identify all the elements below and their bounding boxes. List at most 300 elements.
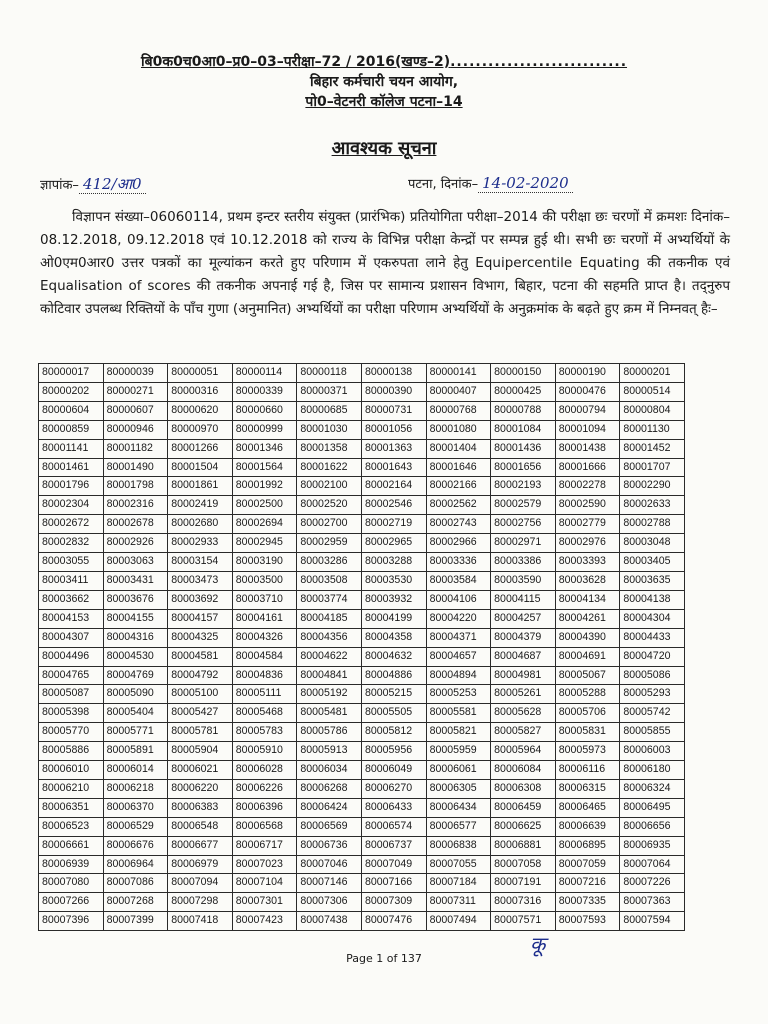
roll-number-cell: 80003190 <box>232 553 297 572</box>
roll-number-cell: 80006351 <box>39 798 104 817</box>
table-row <box>39 401 685 420</box>
letter-reference-line <box>0 52 768 72</box>
roll-number-cell: 80003336 <box>426 553 491 572</box>
roll-number-cell: 80005628 <box>491 704 556 723</box>
roll-number-cell: 80006677 <box>168 836 233 855</box>
roll-number-cell: 80005505 <box>361 704 426 723</box>
roll-number-cell: 80005261 <box>491 685 556 704</box>
roll-number-cell: 80002945 <box>232 534 297 553</box>
roll-number-cell: 80004836 <box>232 666 297 685</box>
roll-number-cell: 80004720 <box>620 647 685 666</box>
roll-number-cell: 80004981 <box>491 666 556 685</box>
roll-number-cell: 80000768 <box>426 401 491 420</box>
roll-number-cell: 80004257 <box>491 609 556 628</box>
roll-number-cell: 80002562 <box>426 496 491 515</box>
roll-number-cell: 80004581 <box>168 647 233 666</box>
table-row <box>39 798 685 817</box>
roll-number-cell: 80006061 <box>426 761 491 780</box>
roll-number-cell: 80000017 <box>39 364 104 383</box>
roll-number-cell: 80006569 <box>297 817 362 836</box>
roll-number-cell: 80001461 <box>39 458 104 477</box>
table-row <box>39 779 685 798</box>
roll-number-cell: 80002316 <box>103 496 168 515</box>
roll-number-cell: 80002304 <box>39 496 104 515</box>
roll-number-cell: 80004325 <box>168 628 233 647</box>
roll-number-cell: 80006308 <box>491 779 556 798</box>
roll-number-cell: 80002680 <box>168 515 233 534</box>
roll-number-cell: 80000660 <box>232 401 297 420</box>
notice-body <box>40 206 730 321</box>
roll-number-cell: 80004530 <box>103 647 168 666</box>
roll-number-cell: 80003386 <box>491 553 556 572</box>
roll-number-cell: 80001452 <box>620 439 685 458</box>
roll-number-cell: 80006021 <box>168 761 233 780</box>
roll-number-cell: 80004379 <box>491 628 556 647</box>
roll-number-cell: 80004356 <box>297 628 362 647</box>
table-row <box>39 836 685 855</box>
roll-number-cell: 80003063 <box>103 553 168 572</box>
roll-number-cell: 80007399 <box>103 912 168 931</box>
roll-number-cell: 80006010 <box>39 761 104 780</box>
roll-number-cell: 80007055 <box>426 855 491 874</box>
roll-number-cell: 80000607 <box>103 401 168 420</box>
roll-number-cell: 80002743 <box>426 515 491 534</box>
roll-number-cell: 80007086 <box>103 874 168 893</box>
roll-number-cell: 80005973 <box>555 742 620 761</box>
roll-number-cell: 80006529 <box>103 817 168 836</box>
roll-number-cell: 80000316 <box>168 382 233 401</box>
roll-number-cell: 80000150 <box>491 364 556 383</box>
roll-number-cell: 80004157 <box>168 609 233 628</box>
table-row <box>39 496 685 515</box>
roll-number-cell: 80003508 <box>297 571 362 590</box>
roll-number-cell: 80007191 <box>491 874 556 893</box>
roll-number-cell: 80005706 <box>555 704 620 723</box>
roll-number-cell: 80000141 <box>426 364 491 383</box>
roll-number-cell: 80007268 <box>103 893 168 912</box>
roll-number-cell: 80006226 <box>232 779 297 798</box>
roll-number-cell: 80001504 <box>168 458 233 477</box>
roll-number-cell: 80000794 <box>555 401 620 420</box>
roll-number-cell: 80004153 <box>39 609 104 628</box>
roll-number-cell: 80004161 <box>232 609 297 628</box>
table-row <box>39 553 685 572</box>
roll-number-cell: 80000407 <box>426 382 491 401</box>
roll-number-cell: 80005786 <box>297 723 362 742</box>
roll-number-cell: 80005891 <box>103 742 168 761</box>
roll-number-cell: 80003774 <box>297 590 362 609</box>
roll-number-cell: 80006838 <box>426 836 491 855</box>
roll-number-cell: 80004115 <box>491 590 556 609</box>
date-handwritten: 14-02-2020 <box>478 174 572 193</box>
roll-number-cell: 80001707 <box>620 458 685 477</box>
roll-number-cell: 80004584 <box>232 647 297 666</box>
roll-number-cell: 80000804 <box>620 401 685 420</box>
roll-number-cell: 80002500 <box>232 496 297 515</box>
roll-number-cell: 80005288 <box>555 685 620 704</box>
roll-number-cell: 80005100 <box>168 685 233 704</box>
roll-number-cell: 80006625 <box>491 817 556 836</box>
roll-number-cell: 80003154 <box>168 553 233 572</box>
roll-number-cell: 80006003 <box>620 742 685 761</box>
roll-number-cell: 80001564 <box>232 458 297 477</box>
roll-number-cell: 80007311 <box>426 893 491 912</box>
roll-number-cell: 80005831 <box>555 723 620 742</box>
letter-reference-text: बि0क0च0आ0–प्र0–03–परीक्षा–72 / 2016(खण्ड–2) <box>140 54 451 70</box>
table-row <box>39 609 685 628</box>
roll-number-cell: 80006656 <box>620 817 685 836</box>
memo-number-handwritten: 412/आ0 <box>79 175 146 194</box>
roll-number-cell: 80006028 <box>232 761 297 780</box>
roll-number-cell: 80002971 <box>491 534 556 553</box>
roll-number-cell: 80002579 <box>491 496 556 515</box>
roll-number-cell: 80004841 <box>297 666 362 685</box>
roll-number-cell: 80006574 <box>361 817 426 836</box>
roll-number-cell: 80007438 <box>297 912 362 931</box>
roll-number-cell: 80006895 <box>555 836 620 855</box>
roll-number-cell: 80004886 <box>361 666 426 685</box>
roll-number-cell: 80003500 <box>232 571 297 590</box>
roll-number-cell: 80005111 <box>232 685 297 704</box>
roll-number-cell: 80005398 <box>39 704 104 723</box>
roll-number-cell: 80002788 <box>620 515 685 534</box>
roll-number-cell: 80005783 <box>232 723 297 742</box>
roll-number-cell: 80005771 <box>103 723 168 742</box>
roll-number-cell: 80007023 <box>232 855 297 874</box>
roll-number-cell: 80001266 <box>168 439 233 458</box>
roll-number-cell: 80005827 <box>491 723 556 742</box>
notice-title: आवश्यक सूचना <box>331 138 437 159</box>
roll-number-cell: 80001656 <box>491 458 556 477</box>
roll-number-cell: 80002633 <box>620 496 685 515</box>
roll-number-cell: 80005964 <box>491 742 556 761</box>
roll-number-cell: 80007059 <box>555 855 620 874</box>
roll-number-cell: 80001056 <box>361 420 426 439</box>
roll-number-cell: 80004185 <box>297 609 362 628</box>
roll-number-cell: 80007301 <box>232 893 297 912</box>
roll-number-cell: 80006736 <box>297 836 362 855</box>
table-row <box>39 893 685 912</box>
roll-number-cell: 80006935 <box>620 836 685 855</box>
roll-number-cell: 80007184 <box>426 874 491 893</box>
roll-number-cell: 80005855 <box>620 723 685 742</box>
roll-number-cell: 80001646 <box>426 458 491 477</box>
roll-number-cell: 80007046 <box>297 855 362 874</box>
roll-number-cell: 80003692 <box>168 590 233 609</box>
roll-number-cell: 80003710 <box>232 590 297 609</box>
table-row <box>39 571 685 590</box>
roll-number-cell: 80007423 <box>232 912 297 931</box>
table-row <box>39 420 685 439</box>
roll-number-cell: 80001080 <box>426 420 491 439</box>
roll-number-cell: 80003932 <box>361 590 426 609</box>
roll-number-cell: 80004106 <box>426 590 491 609</box>
roll-number-cell: 80004433 <box>620 628 685 647</box>
roll-number-cell: 80005427 <box>168 704 233 723</box>
roll-number-cell: 80000788 <box>491 401 556 420</box>
roll-number-cell: 80007316 <box>491 893 556 912</box>
roll-number-cell: 80001084 <box>491 420 556 439</box>
roll-number-cell: 80003584 <box>426 571 491 590</box>
roll-number-cell: 80000425 <box>491 382 556 401</box>
roll-number-cell: 80002832 <box>39 534 104 553</box>
roll-number-cell: 80004138 <box>620 590 685 609</box>
reference-dots: ............................ <box>450 54 628 70</box>
table-row <box>39 515 685 534</box>
roll-number-cell: 80004687 <box>491 647 556 666</box>
roll-number-cell: 80002290 <box>620 477 685 496</box>
roll-number-cell: 80006568 <box>232 817 297 836</box>
roll-number-cell: 80000390 <box>361 382 426 401</box>
roll-number-cell: 80004691 <box>555 647 620 666</box>
roll-number-cell: 80005959 <box>426 742 491 761</box>
roll-number-cell: 80006180 <box>620 761 685 780</box>
roll-number-cell: 80007146 <box>297 874 362 893</box>
roll-number-cell: 80006034 <box>297 761 362 780</box>
roll-number-cell: 80000685 <box>297 401 362 420</box>
roll-number-cell: 80002966 <box>426 534 491 553</box>
roll-number-cell: 80004496 <box>39 647 104 666</box>
roll-number-cell: 80005581 <box>426 704 491 723</box>
table-row <box>39 704 685 723</box>
roll-number-cell: 80004316 <box>103 628 168 647</box>
roll-number-table-body <box>39 364 685 931</box>
roll-number-cell: 80003048 <box>620 534 685 553</box>
roll-number-cell: 80007476 <box>361 912 426 931</box>
roll-number-cell: 80006661 <box>39 836 104 855</box>
roll-number-cell: 80003393 <box>555 553 620 572</box>
roll-number-cell: 80007335 <box>555 893 620 912</box>
roll-number-cell: 80002672 <box>39 515 104 534</box>
roll-number-cell: 80000190 <box>555 364 620 383</box>
roll-number-cell: 80003286 <box>297 553 362 572</box>
roll-number-cell: 80007058 <box>491 855 556 874</box>
table-row <box>39 534 685 553</box>
roll-number-cell: 80006324 <box>620 779 685 798</box>
roll-number-cell: 80007309 <box>361 893 426 912</box>
roll-number-cell: 80005821 <box>426 723 491 742</box>
roll-number-cell: 80004371 <box>426 628 491 647</box>
roll-number-cell: 80005086 <box>620 666 685 685</box>
roll-number-cell: 80003530 <box>361 571 426 590</box>
roll-number-cell: 80001346 <box>232 439 297 458</box>
table-row <box>39 439 685 458</box>
roll-number-cell: 80007104 <box>232 874 297 893</box>
roll-number-cell: 80000620 <box>168 401 233 420</box>
roll-number-cell: 80006717 <box>232 836 297 855</box>
roll-number-cell: 80000946 <box>103 420 168 439</box>
roll-number-cell: 80004657 <box>426 647 491 666</box>
roll-number-cell: 80005956 <box>361 742 426 761</box>
roll-number-cell: 80006548 <box>168 817 233 836</box>
roll-number-cell: 80001436 <box>491 439 556 458</box>
roll-number-cell: 80007363 <box>620 893 685 912</box>
roll-number-cell: 80005404 <box>103 704 168 723</box>
roll-number-cell: 80003405 <box>620 553 685 572</box>
roll-number-cell: 80001643 <box>361 458 426 477</box>
roll-number-cell: 80005770 <box>39 723 104 742</box>
roll-number-cell: 80006370 <box>103 798 168 817</box>
roll-number-cell: 80007571 <box>491 912 556 931</box>
roll-number-cell: 80002193 <box>491 477 556 496</box>
roll-number-cell: 80002926 <box>103 534 168 553</box>
table-row <box>39 364 685 383</box>
document-header <box>0 52 768 112</box>
roll-number-cell: 80006939 <box>39 855 104 874</box>
roll-number-cell: 80002419 <box>168 496 233 515</box>
roll-number-cell: 80006465 <box>555 798 620 817</box>
table-row <box>39 628 685 647</box>
roll-number-cell: 80006305 <box>426 779 491 798</box>
page-footer <box>0 952 768 965</box>
table-row <box>39 855 685 874</box>
roll-number-cell: 80005067 <box>555 666 620 685</box>
roll-number-cell: 80001358 <box>297 439 362 458</box>
roll-number-cell: 80001992 <box>232 477 297 496</box>
table-row <box>39 742 685 761</box>
roll-number-cell: 80005087 <box>39 685 104 704</box>
roll-number-cell: 80002546 <box>361 496 426 515</box>
roll-number-cell: 80002278 <box>555 477 620 496</box>
roll-number-cell: 80006424 <box>297 798 362 817</box>
roll-number-cell: 80000999 <box>232 420 297 439</box>
roll-number-cell: 80002719 <box>361 515 426 534</box>
roll-number-cell: 80005886 <box>39 742 104 761</box>
roll-number-cell: 80001182 <box>103 439 168 458</box>
roll-number-cell: 80002965 <box>361 534 426 553</box>
roll-number-cell: 80004220 <box>426 609 491 628</box>
roll-number-cell: 80004632 <box>361 647 426 666</box>
roll-number-cell: 80000114 <box>232 364 297 383</box>
roll-number-cell: 80006396 <box>232 798 297 817</box>
table-row <box>39 761 685 780</box>
roll-number-cell: 80005913 <box>297 742 362 761</box>
roll-number-cell: 80007064 <box>620 855 685 874</box>
roll-number-cell: 80003628 <box>555 571 620 590</box>
roll-number-cell: 80006577 <box>426 817 491 836</box>
roll-number-cell: 80007266 <box>39 893 104 912</box>
roll-number-cell: 80006270 <box>361 779 426 798</box>
roll-number-cell: 80006881 <box>491 836 556 855</box>
roll-number-cell: 80002700 <box>297 515 362 534</box>
table-row <box>39 912 685 931</box>
roll-number-cell: 80003473 <box>168 571 233 590</box>
roll-number-cell: 80006218 <box>103 779 168 798</box>
roll-number-cell: 80005253 <box>426 685 491 704</box>
roll-number-cell: 80001130 <box>620 420 685 439</box>
roll-number-cell: 80004134 <box>555 590 620 609</box>
roll-number-cell: 80005090 <box>103 685 168 704</box>
commission-name: बिहार कर्मचारी चयन आयोग, <box>309 74 459 90</box>
roll-number-cell: 80004358 <box>361 628 426 647</box>
roll-number-cell: 80004792 <box>168 666 233 685</box>
roll-number-cell: 80002166 <box>426 477 491 496</box>
roll-number-cell: 80006049 <box>361 761 426 780</box>
roll-number-cell: 80000339 <box>232 382 297 401</box>
roll-number-cell: 80001141 <box>39 439 104 458</box>
roll-number-cell: 80003055 <box>39 553 104 572</box>
roll-number-cell: 80001030 <box>297 420 362 439</box>
roll-number-cell: 80004894 <box>426 666 491 685</box>
roll-number-cell: 80003431 <box>103 571 168 590</box>
roll-number-cell: 80006676 <box>103 836 168 855</box>
roll-number-cell: 80001798 <box>103 477 168 496</box>
roll-number-cell: 80006014 <box>103 761 168 780</box>
roll-number-cell: 80002959 <box>297 534 362 553</box>
notice-paragraph: विज्ञापन संख्या–06060114, प्रथम इन्टर स्तरीय संयुक्त (प्रारंभिक) प्रतियोगिता परीक्षा–2014 की परीक्षा छः चरणों में क्रमशः दिनांक–08.12.2018, 09.12.2018 एवं 10.12.2018 को राज्य के विभिन्न परीक्षा केन्द्रों पर सम्पन्न हुई थी। सभी छः चरणों में अभ्यर्थियों के ओ0एम0आर0 उत्तर पत्रकों का मूल्यांकन करते हुए परिणाम में एकरुपता लाने हेतु Equipercentile Equating की तकनीक एवं Equalisation of scores की तकनीक अपनाई गई है, जिस पर सामान्य प्रशासन विभाग, बिहार, पटना की सहमति प्राप्त है। तद्नुरुप कोटिवार उपलब्ध रिक्तियों के पाँच गुणा (अनुमानित) अभ्यर्थियों का परीक्षा परिणाम अभ्यर्थियों के अनुक्रमांक के बढ़ते हुए क्रम में निम्नवत् हैः– <box>40 209 730 317</box>
roll-number-cell: 80002100 <box>297 477 362 496</box>
roll-number-cell: 80002678 <box>103 515 168 534</box>
table-row <box>39 817 685 836</box>
table-row <box>39 874 685 893</box>
roll-number-cell: 80006459 <box>491 798 556 817</box>
roll-number-cell: 80005742 <box>620 704 685 723</box>
roll-number-cell: 80007306 <box>297 893 362 912</box>
roll-number-cell: 80007226 <box>620 874 685 893</box>
roll-number-cell: 80005468 <box>232 704 297 723</box>
roll-number-cell: 80004769 <box>103 666 168 685</box>
roll-number-cell: 80001438 <box>555 439 620 458</box>
roll-number-cell: 80001796 <box>39 477 104 496</box>
roll-number-cell: 80004390 <box>555 628 620 647</box>
roll-number-cell: 80007494 <box>426 912 491 931</box>
roll-number-cell: 80006383 <box>168 798 233 817</box>
roll-number-cell: 80000859 <box>39 420 104 439</box>
roll-number-cell: 80003635 <box>620 571 685 590</box>
roll-number-cell: 80001622 <box>297 458 362 477</box>
roll-number-cell: 80006964 <box>103 855 168 874</box>
roll-number-cell: 80007594 <box>620 912 685 931</box>
roll-number-cell: 80002520 <box>297 496 362 515</box>
roll-number-cell: 80006737 <box>361 836 426 855</box>
table-row <box>39 590 685 609</box>
place-date-row <box>408 174 573 192</box>
roll-number-cell: 80000138 <box>361 364 426 383</box>
roll-number-cell: 80003590 <box>491 571 556 590</box>
roll-number-cell: 80004304 <box>620 609 685 628</box>
memo-number-row <box>40 174 146 194</box>
roll-number-cell: 80005215 <box>361 685 426 704</box>
roll-number-cell: 80002779 <box>555 515 620 534</box>
roll-number-cell: 80004261 <box>555 609 620 628</box>
roll-number-cell: 80002694 <box>232 515 297 534</box>
roll-number-cell: 80000731 <box>361 401 426 420</box>
roll-number-cell: 80005192 <box>297 685 362 704</box>
roll-number-cell: 80000476 <box>555 382 620 401</box>
roll-number-cell: 80000118 <box>297 364 362 383</box>
roll-number-cell: 80000201 <box>620 364 685 383</box>
roll-number-cell: 80006268 <box>297 779 362 798</box>
roll-number-cell: 80004765 <box>39 666 104 685</box>
page-number: Page 1 of 137 <box>346 952 422 965</box>
roll-number-cell: 80003662 <box>39 590 104 609</box>
roll-number-cell: 80004326 <box>232 628 297 647</box>
roll-number-cell: 80005293 <box>620 685 685 704</box>
roll-number-cell: 80007396 <box>39 912 104 931</box>
roll-number-cell: 80006084 <box>491 761 556 780</box>
roll-number-cell: 80007298 <box>168 893 233 912</box>
roll-number-cell: 80000604 <box>39 401 104 420</box>
roll-number-cell: 80001404 <box>426 439 491 458</box>
commission-address: पो0–वेटनरी कॉलेज पटना–14 <box>305 94 463 110</box>
roll-number-cell: 80004155 <box>103 609 168 628</box>
roll-number-cell: 80003411 <box>39 571 104 590</box>
roll-number-cell: 80002756 <box>491 515 556 534</box>
roll-number-cell: 80002590 <box>555 496 620 515</box>
place-date-label: पटना, दिनांक– <box>408 177 479 192</box>
roll-number-cell: 80002933 <box>168 534 233 553</box>
roll-number-cell: 80000271 <box>103 382 168 401</box>
